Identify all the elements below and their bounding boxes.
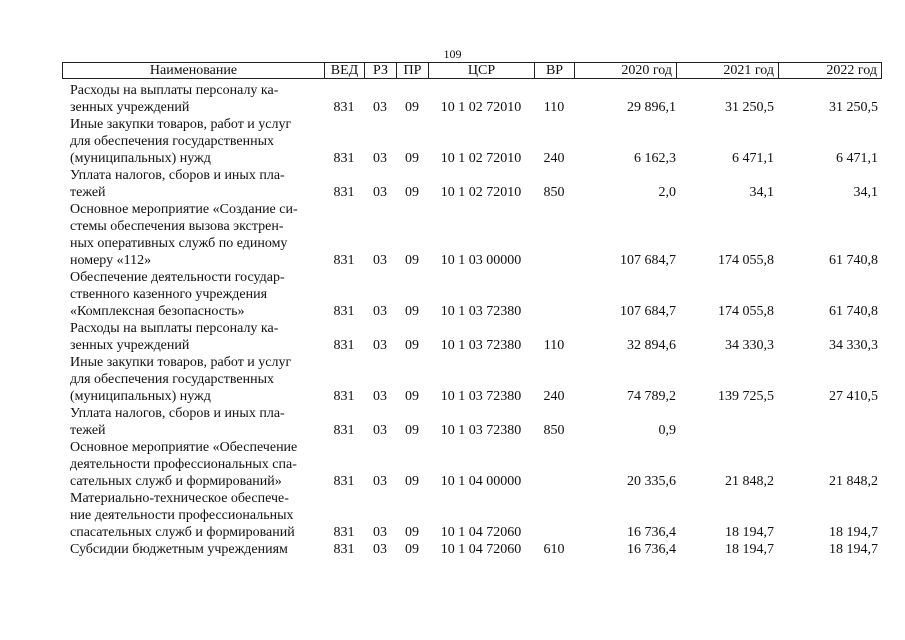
table-row [62,269,882,320]
cell-csr: 10 1 02 72010 [440,185,522,200]
header-2020: 2020 год [575,63,677,78]
cell-csr: 10 1 04 72060 [440,525,522,540]
table-row [62,320,882,354]
table-body [62,82,882,558]
cell-csr: 10 1 02 72010 [440,100,522,115]
cell-2020: 6 162,3 [634,151,676,166]
row-name-line: ние деятельности профессиональных [70,508,294,523]
row-name-line: Уплата налогов, сборов и иных пла- [70,168,285,183]
cell-pr: 09 [405,338,419,353]
cell-csr: 10 1 03 00000 [440,253,522,268]
page-number: 109 [443,47,462,61]
row-name-line: Обеспечение деятельности государ- [70,270,285,285]
row-name [62,439,320,490]
cell-ved: 831 [333,100,355,115]
cell-ved: 831 [333,151,355,166]
table-row [62,82,882,116]
cell-2022: 34 330,3 [829,338,878,353]
cell-2021: 18 194,7 [725,525,774,540]
cell-vr: 110 [543,100,565,115]
cell-2020: 16 736,4 [627,525,676,540]
header-csr: ЦСР [429,63,535,78]
header-rz: РЗ [365,63,397,78]
row-name-line: тежей [70,185,106,200]
cell-2020: 20 335,6 [627,474,676,489]
cell-2021: 34 330,3 [725,338,774,353]
row-name [62,490,320,541]
cell-2021: 21 848,2 [725,474,774,489]
cell-pr: 09 [405,151,419,166]
table-row [62,490,882,541]
cell-2022: 6 471,1 [836,151,878,166]
row-name-line: Уплата налогов, сборов и иных пла- [70,406,285,421]
row-name [62,405,320,439]
cell-ved: 831 [333,389,355,404]
header-ved: ВЕД [325,63,365,78]
row-name-line: Иные закупки товаров, работ и услуг [70,355,292,370]
cell-rz: 03 [373,423,387,438]
row-name [62,116,320,167]
table-header [62,62,882,79]
cell-rz: 03 [373,525,387,540]
cell-rz: 03 [373,389,387,404]
row-name-line: спасательных служб и формирований [70,525,295,540]
cell-csr: 10 1 04 00000 [440,474,522,489]
cell-2020: 2,0 [658,185,676,200]
row-name-line: Основное мероприятие «Создание си- [70,202,298,217]
cell-rz: 03 [373,542,387,557]
cell-2022: 61 740,8 [829,253,878,268]
cell-rz: 03 [373,253,387,268]
cell-2022: 61 740,8 [829,304,878,319]
cell-ved: 831 [333,423,355,438]
cell-ved: 831 [333,253,355,268]
row-name-line: сательных служб и формирований» [70,474,282,489]
row-name [62,541,320,558]
header-2021: 2021 год [677,63,779,78]
cell-csr: 10 1 04 72060 [440,542,522,557]
cell-csr: 10 1 03 72380 [440,423,522,438]
header-name: Наименование [63,63,325,78]
row-name [62,201,320,269]
cell-vr: 240 [543,389,565,404]
cell-csr: 10 1 03 72380 [440,304,522,319]
cell-2021: 174 055,8 [718,304,774,319]
row-name-line: Основное мероприятие «Обеспечение [70,440,298,455]
cell-2022: 27 410,5 [829,389,878,404]
row-name-line: Расходы на выплаты персоналу ка- [70,83,279,98]
cell-rz: 03 [373,100,387,115]
row-name-line: зенных учреждений [70,338,190,353]
cell-pr: 09 [405,389,419,404]
cell-2020: 107 684,7 [620,304,676,319]
cell-csr: 10 1 02 72010 [440,151,522,166]
table-row [62,116,882,167]
cell-pr: 09 [405,474,419,489]
cell-2020: 0,9 [658,423,676,438]
cell-ved: 831 [333,525,355,540]
cell-pr: 09 [405,185,419,200]
cell-2022: 31 250,5 [829,100,878,115]
cell-rz: 03 [373,151,387,166]
header-pr: ПР [397,63,429,78]
cell-2021: 34,1 [749,185,774,200]
row-name [62,269,320,320]
cell-rz: 03 [373,338,387,353]
header-2022: 2022 год [826,63,877,78]
row-name-line: для обеспечения государственных [70,134,274,149]
row-name-line: номеру «112» [70,253,152,268]
cell-pr: 09 [405,100,419,115]
table-row [62,354,882,405]
row-name-line: зенных учреждений [70,100,190,115]
cell-pr: 09 [405,423,419,438]
cell-2022: 34,1 [853,185,878,200]
cell-2022: 18 194,7 [829,542,878,557]
cell-vr: 610 [543,542,565,557]
cell-pr: 09 [405,525,419,540]
cell-2020: 16 736,4 [627,542,676,557]
row-name-line: ственного казенного учреждения [70,287,268,302]
row-name-line: «Комплексная безопасность» [70,304,245,319]
cell-2022: 18 194,7 [829,525,878,540]
row-name-line: Иные закупки товаров, работ и услуг [70,117,292,132]
cell-ved: 831 [333,542,355,557]
cell-ved: 831 [333,338,355,353]
cell-2021: 6 471,1 [732,151,774,166]
row-name [62,320,320,354]
row-name-line: Расходы на выплаты персоналу ка- [70,321,279,336]
cell-vr: 850 [543,423,565,438]
cell-pr: 09 [405,542,419,557]
row-name-line: стемы обеспечения вызова экстрен- [70,219,284,234]
cell-csr: 10 1 03 72380 [440,389,522,404]
row-name [62,354,320,405]
cell-rz: 03 [373,304,387,319]
cell-vr: 240 [543,151,565,166]
row-name-line: ных оперативных служб по единому [70,236,288,251]
cell-2022: 21 848,2 [829,474,878,489]
table-row [62,167,882,201]
cell-2021: 139 725,5 [718,389,774,404]
cell-2020: 74 789,2 [627,389,676,404]
cell-pr: 09 [405,253,419,268]
cell-ved: 831 [333,474,355,489]
cell-vr: 850 [543,185,565,200]
row-name-line: тежей [70,423,106,438]
cell-2020: 107 684,7 [620,253,676,268]
row-name-line: Субсидии бюджетным учреждениям [70,542,288,557]
header-vr: ВР [535,63,575,78]
cell-2020: 29 896,1 [627,100,676,115]
table-row [62,201,882,269]
row-name-line: деятельности профессиональных спа- [70,457,297,472]
row-name [62,167,320,201]
cell-csr: 10 1 03 72380 [440,338,522,353]
row-name-line: для обеспечения государственных [70,372,274,387]
cell-2020: 32 894,6 [627,338,676,353]
cell-vr: 110 [543,338,565,353]
row-name-line: (муниципальных) нужд [70,151,211,166]
table-row [62,439,882,490]
cell-ved: 831 [333,304,355,319]
cell-pr: 09 [405,304,419,319]
table-row [62,541,882,558]
cell-rz: 03 [373,474,387,489]
row-name-line: Материально-техническое обеспече- [70,491,289,506]
cell-ved: 831 [333,185,355,200]
cell-2021: 174 055,8 [718,253,774,268]
cell-2021: 18 194,7 [725,542,774,557]
row-name [62,82,320,116]
table-row [62,405,882,439]
row-name-line: (муниципальных) нужд [70,389,211,404]
cell-rz: 03 [373,185,387,200]
cell-2021: 31 250,5 [725,100,774,115]
